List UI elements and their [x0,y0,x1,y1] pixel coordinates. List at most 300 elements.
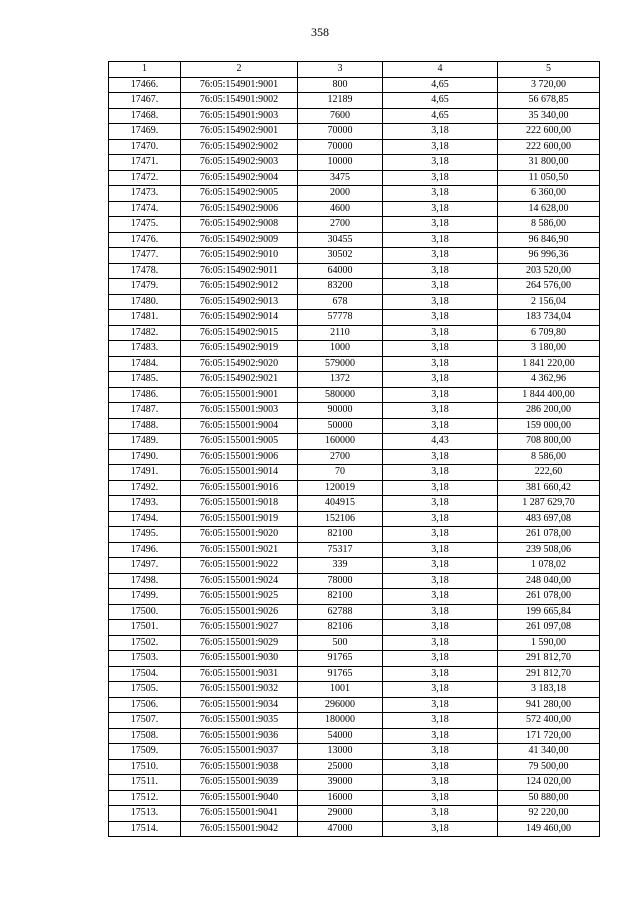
table-row [109,682,600,698]
area-cell: 30455 [298,232,383,248]
row-number-cell: 17488. [109,418,181,434]
cadastral-number-cell: 76:05:154902:9020 [181,356,298,372]
table-header-row [109,62,600,78]
rate-cell: 3,18 [383,744,498,760]
table-row [109,635,600,651]
row-number-cell: 17476. [109,232,181,248]
rate-cell: 3,18 [383,728,498,744]
amount-cell: 14 628,00 [498,201,600,217]
row-number-cell: 17480. [109,294,181,310]
rate-cell: 3,18 [383,620,498,636]
row-number-cell: 17514. [109,821,181,837]
amount-cell: 6 709,80 [498,325,600,341]
row-number-cell: 17491. [109,465,181,481]
amount-cell: 8 586,00 [498,449,600,465]
row-number-cell: 17474. [109,201,181,217]
cadastral-number-cell: 76:05:155001:9016 [181,480,298,496]
area-cell: 2110 [298,325,383,341]
row-number-cell: 17466. [109,77,181,93]
row-number-cell: 17472. [109,170,181,186]
rate-cell: 3,18 [383,713,498,729]
area-cell: 50000 [298,418,383,434]
rate-cell: 3,18 [383,155,498,171]
column-header-2: 2 [181,62,298,78]
area-cell: 12189 [298,93,383,109]
area-cell: 82100 [298,527,383,543]
rate-cell: 3,18 [383,232,498,248]
row-number-cell: 17492. [109,480,181,496]
cadastral-number-cell: 76:05:155001:9022 [181,558,298,574]
amount-cell: 248 040,00 [498,573,600,589]
rate-cell: 3,18 [383,651,498,667]
amount-cell: 4 362,96 [498,372,600,388]
amount-cell: 261 097,08 [498,620,600,636]
row-number-cell: 17505. [109,682,181,698]
table-row [109,573,600,589]
rate-cell: 3,18 [383,403,498,419]
amount-cell: 3 720,00 [498,77,600,93]
table-row [109,620,600,636]
cadastral-number-cell: 76:05:155001:9005 [181,434,298,450]
cadastral-number-cell: 76:05:155001:9040 [181,790,298,806]
rate-cell: 3,18 [383,217,498,233]
area-cell: 4600 [298,201,383,217]
area-cell: 678 [298,294,383,310]
row-number-cell: 17511. [109,775,181,791]
area-cell: 29000 [298,806,383,822]
area-cell: 91765 [298,666,383,682]
rate-cell: 3,18 [383,124,498,140]
rate-cell: 3,18 [383,139,498,155]
rate-cell: 3,18 [383,263,498,279]
row-number-cell: 17478. [109,263,181,279]
area-cell: 500 [298,635,383,651]
amount-cell: 183 734,04 [498,310,600,326]
amount-cell: 1 590,00 [498,635,600,651]
amount-cell: 149 460,00 [498,821,600,837]
amount-cell: 381 660,42 [498,480,600,496]
cadastral-number-cell: 76:05:155001:9041 [181,806,298,822]
amount-cell: 572 400,00 [498,713,600,729]
amount-cell: 1 287 629,70 [498,496,600,512]
area-cell: 339 [298,558,383,574]
table-row [109,713,600,729]
rate-cell: 3,18 [383,775,498,791]
row-number-cell: 17477. [109,248,181,264]
rate-cell: 3,18 [383,372,498,388]
table-row [109,558,600,574]
table-row [109,93,600,109]
rate-cell: 3,18 [383,170,498,186]
area-cell: 70000 [298,124,383,140]
table-row [109,806,600,822]
amount-cell: 31 800,00 [498,155,600,171]
amount-cell: 291 812,70 [498,651,600,667]
row-number-cell: 17494. [109,511,181,527]
area-cell: 1000 [298,341,383,357]
table-row [109,356,600,372]
cadastral-number-cell: 76:05:154902:9014 [181,310,298,326]
row-number-cell: 17504. [109,666,181,682]
cadastral-number-cell: 76:05:155001:9039 [181,775,298,791]
rate-cell: 3,18 [383,496,498,512]
row-number-cell: 17500. [109,604,181,620]
cadastral-number-cell: 76:05:154902:9015 [181,325,298,341]
area-cell: 1001 [298,682,383,698]
area-cell: 13000 [298,744,383,760]
amount-cell: 3 180,00 [498,341,600,357]
area-cell: 64000 [298,263,383,279]
cadastral-number-cell: 76:05:154901:9003 [181,108,298,124]
area-cell: 83200 [298,279,383,295]
rate-cell: 3,18 [383,186,498,202]
row-number-cell: 17485. [109,372,181,388]
rate-cell: 4,65 [383,108,498,124]
table-row [109,759,600,775]
table-row [109,294,600,310]
table-row [109,155,600,171]
area-cell: 579000 [298,356,383,372]
table-row [109,372,600,388]
amount-cell: 35 340,00 [498,108,600,124]
rate-cell: 3,18 [383,418,498,434]
amount-cell: 79 500,00 [498,759,600,775]
amount-cell: 11 050,50 [498,170,600,186]
column-header-4: 4 [383,62,498,78]
rate-cell: 3,18 [383,573,498,589]
row-number-cell: 17469. [109,124,181,140]
area-cell: 47000 [298,821,383,837]
row-number-cell: 17499. [109,589,181,605]
cadastral-number-cell: 76:05:154902:9012 [181,279,298,295]
cadastral-number-cell: 76:05:154902:9019 [181,341,298,357]
area-cell: 39000 [298,775,383,791]
column-header-1: 1 [109,62,181,78]
rate-cell: 4,65 [383,93,498,109]
cadastral-number-cell: 76:05:154902:9003 [181,155,298,171]
rate-cell: 3,18 [383,480,498,496]
row-number-cell: 17486. [109,387,181,403]
amount-cell: 286 200,00 [498,403,600,419]
column-header-3: 3 [298,62,383,78]
amount-cell: 261 078,00 [498,589,600,605]
row-number-cell: 17510. [109,759,181,775]
row-number-cell: 17475. [109,217,181,233]
rate-cell: 3,18 [383,682,498,698]
table-row [109,821,600,837]
rate-cell: 3,18 [383,387,498,403]
rate-cell: 3,18 [383,635,498,651]
row-number-cell: 17502. [109,635,181,651]
table-row [109,403,600,419]
amount-cell: 203 520,00 [498,263,600,279]
table-row [109,604,600,620]
table-row [109,418,600,434]
rate-cell: 3,18 [383,558,498,574]
amount-cell: 96 846,90 [498,232,600,248]
area-cell: 82106 [298,620,383,636]
cadastral-number-cell: 76:05:155001:9026 [181,604,298,620]
area-cell: 404915 [298,496,383,512]
cadastral-number-cell: 76:05:155001:9027 [181,620,298,636]
row-number-cell: 17501. [109,620,181,636]
rate-cell: 4,65 [383,77,498,93]
cadastral-number-cell: 76:05:155001:9037 [181,744,298,760]
area-cell: 120019 [298,480,383,496]
row-number-cell: 17481. [109,310,181,326]
cadastral-number-cell: 76:05:154902:9021 [181,372,298,388]
cadastral-number-cell: 76:05:154902:9009 [181,232,298,248]
rate-cell: 4,43 [383,434,498,450]
cadastral-table [108,61,600,837]
cadastral-number-cell: 76:05:155001:9019 [181,511,298,527]
row-number-cell: 17483. [109,341,181,357]
table-row [109,511,600,527]
area-cell: 7600 [298,108,383,124]
area-cell: 90000 [298,403,383,419]
row-number-cell: 17496. [109,542,181,558]
table-row [109,310,600,326]
table-row [109,651,600,667]
amount-cell: 6 360,00 [498,186,600,202]
rate-cell: 3,18 [383,697,498,713]
rate-cell: 3,18 [383,294,498,310]
rate-cell: 3,18 [383,465,498,481]
cadastral-number-cell: 76:05:155001:9038 [181,759,298,775]
rate-cell: 3,18 [383,511,498,527]
row-number-cell: 17507. [109,713,181,729]
table-row [109,232,600,248]
cadastral-number-cell: 76:05:155001:9024 [181,573,298,589]
cadastral-number-cell: 76:05:155001:9018 [181,496,298,512]
table-row [109,77,600,93]
cadastral-number-cell: 76:05:155001:9006 [181,449,298,465]
cadastral-number-cell: 76:05:154901:9001 [181,77,298,93]
amount-cell: 222 600,00 [498,139,600,155]
table-row [109,589,600,605]
cadastral-number-cell: 76:05:155001:9030 [181,651,298,667]
area-cell: 152106 [298,511,383,527]
cadastral-number-cell: 76:05:155001:9003 [181,403,298,419]
table-row [109,279,600,295]
cadastral-number-cell: 76:05:154902:9001 [181,124,298,140]
row-number-cell: 17473. [109,186,181,202]
amount-cell: 291 812,70 [498,666,600,682]
table-row [109,775,600,791]
column-header-5: 5 [498,62,600,78]
amount-cell: 1 078,02 [498,558,600,574]
area-cell: 25000 [298,759,383,775]
cadastral-number-cell: 76:05:155001:9014 [181,465,298,481]
rate-cell: 3,18 [383,790,498,806]
area-cell: 2000 [298,186,383,202]
table-row [109,465,600,481]
table-row [109,186,600,202]
cadastral-number-cell: 76:05:155001:9020 [181,527,298,543]
table-row [109,124,600,140]
area-cell: 78000 [298,573,383,589]
cadastral-number-cell: 76:05:155001:9021 [181,542,298,558]
table-row [109,387,600,403]
amount-cell: 264 576,00 [498,279,600,295]
amount-cell: 199 665,84 [498,604,600,620]
table-row [109,527,600,543]
table-row [109,108,600,124]
area-cell: 62788 [298,604,383,620]
amount-cell: 92 220,00 [498,806,600,822]
row-number-cell: 17484. [109,356,181,372]
area-cell: 180000 [298,713,383,729]
amount-cell: 56 678,85 [498,93,600,109]
area-cell: 70 [298,465,383,481]
area-cell: 2700 [298,217,383,233]
amount-cell: 261 078,00 [498,527,600,543]
area-cell: 580000 [298,387,383,403]
amount-cell: 159 000,00 [498,418,600,434]
table-row [109,139,600,155]
row-number-cell: 17470. [109,139,181,155]
row-number-cell: 17495. [109,527,181,543]
cadastral-number-cell: 76:05:154901:9002 [181,93,298,109]
table-row [109,325,600,341]
rate-cell: 3,18 [383,356,498,372]
row-number-cell: 17513. [109,806,181,822]
amount-cell: 941 280,00 [498,697,600,713]
area-cell: 54000 [298,728,383,744]
amount-cell: 41 340,00 [498,744,600,760]
area-cell: 30502 [298,248,383,264]
amount-cell: 483 697,08 [498,511,600,527]
cadastral-number-cell: 76:05:155001:9025 [181,589,298,605]
rate-cell: 3,18 [383,279,498,295]
rate-cell: 3,18 [383,449,498,465]
table-row [109,790,600,806]
area-cell: 75317 [298,542,383,558]
row-number-cell: 17508. [109,728,181,744]
row-number-cell: 17487. [109,403,181,419]
rate-cell: 3,18 [383,542,498,558]
area-cell: 160000 [298,434,383,450]
row-number-cell: 17490. [109,449,181,465]
amount-cell: 171 720,00 [498,728,600,744]
table-body [109,77,600,837]
rate-cell: 3,18 [383,806,498,822]
cadastral-number-cell: 76:05:155001:9031 [181,666,298,682]
rate-cell: 3,18 [383,589,498,605]
area-cell: 70000 [298,139,383,155]
rate-cell: 3,18 [383,341,498,357]
cadastral-number-cell: 76:05:154902:9006 [181,201,298,217]
cadastral-number-cell: 76:05:154902:9002 [181,139,298,155]
area-cell: 57778 [298,310,383,326]
rate-cell: 3,18 [383,821,498,837]
area-cell: 800 [298,77,383,93]
table-row [109,201,600,217]
table-row [109,170,600,186]
cadastral-number-cell: 76:05:155001:9004 [181,418,298,434]
amount-cell: 1 841 220,00 [498,356,600,372]
table-row [109,728,600,744]
row-number-cell: 17503. [109,651,181,667]
cadastral-number-cell: 76:05:155001:9032 [181,682,298,698]
amount-cell: 1 844 400,00 [498,387,600,403]
cadastral-number-cell: 76:05:154902:9005 [181,186,298,202]
rate-cell: 3,18 [383,248,498,264]
rate-cell: 3,18 [383,666,498,682]
rate-cell: 3,18 [383,310,498,326]
area-cell: 10000 [298,155,383,171]
rate-cell: 3,18 [383,201,498,217]
table-row [109,217,600,233]
amount-cell: 50 880,00 [498,790,600,806]
cadastral-number-cell: 76:05:155001:9042 [181,821,298,837]
cadastral-number-cell: 76:05:154902:9004 [181,170,298,186]
amount-cell: 96 996,36 [498,248,600,264]
amount-cell: 222,60 [498,465,600,481]
row-number-cell: 17482. [109,325,181,341]
row-number-cell: 17498. [109,573,181,589]
amount-cell: 124 020,00 [498,775,600,791]
table-row [109,666,600,682]
cadastral-number-cell: 76:05:154902:9011 [181,263,298,279]
rate-cell: 3,18 [383,604,498,620]
row-number-cell: 17512. [109,790,181,806]
rate-cell: 3,18 [383,759,498,775]
amount-cell: 3 183,18 [498,682,600,698]
amount-cell: 8 586,00 [498,217,600,233]
cadastral-number-cell: 76:05:155001:9029 [181,635,298,651]
table-row [109,248,600,264]
row-number-cell: 17489. [109,434,181,450]
cadastral-number-cell: 76:05:154902:9008 [181,217,298,233]
row-number-cell: 17471. [109,155,181,171]
area-cell: 82100 [298,589,383,605]
area-cell: 2700 [298,449,383,465]
cadastral-number-cell: 76:05:155001:9036 [181,728,298,744]
amount-cell: 708 800,00 [498,434,600,450]
rate-cell: 3,18 [383,325,498,341]
area-cell: 3475 [298,170,383,186]
row-number-cell: 17509. [109,744,181,760]
amount-cell: 2 156,04 [498,294,600,310]
table-row [109,341,600,357]
cadastral-number-cell: 76:05:154902:9013 [181,294,298,310]
cadastral-number-cell: 76:05:154902:9010 [181,248,298,264]
area-cell: 296000 [298,697,383,713]
cadastral-number-cell: 76:05:155001:9034 [181,697,298,713]
table-row [109,449,600,465]
row-number-cell: 17479. [109,279,181,295]
table-row [109,496,600,512]
table-row [109,697,600,713]
row-number-cell: 17506. [109,697,181,713]
row-number-cell: 17497. [109,558,181,574]
area-cell: 91765 [298,651,383,667]
page-number: 358 [311,25,329,39]
area-cell: 1372 [298,372,383,388]
row-number-cell: 17493. [109,496,181,512]
table-row [109,434,600,450]
area-cell: 16000 [298,790,383,806]
table-row [109,263,600,279]
cadastral-number-cell: 76:05:155001:9035 [181,713,298,729]
table-row [109,480,600,496]
amount-cell: 239 508,06 [498,542,600,558]
table-row [109,744,600,760]
cadastral-number-cell: 76:05:155001:9001 [181,387,298,403]
rate-cell: 3,18 [383,527,498,543]
row-number-cell: 17468. [109,108,181,124]
